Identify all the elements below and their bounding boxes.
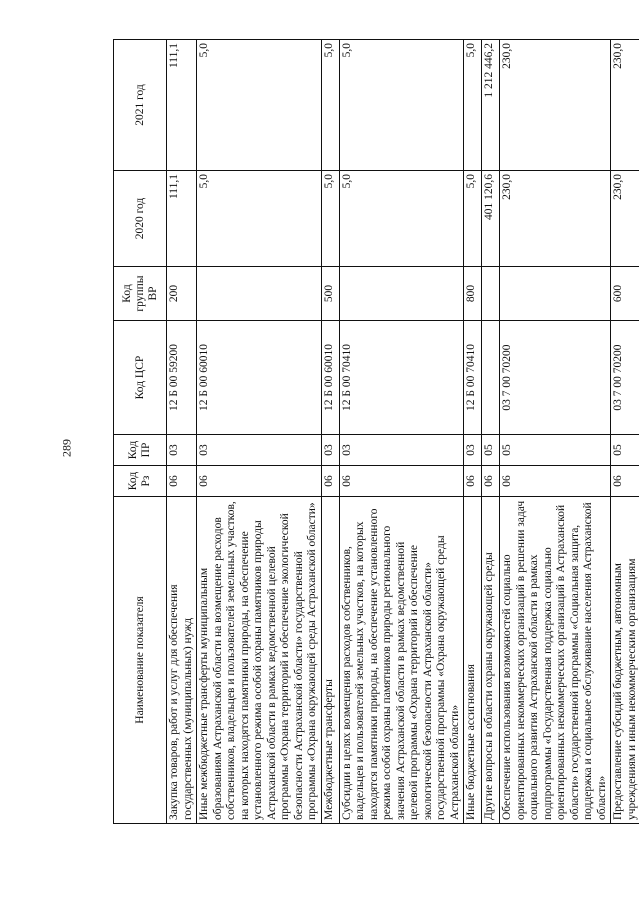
row-2020: 230,0 [611, 171, 639, 267]
table-row [464, 40, 482, 824]
row-name: Иные бюджетные ассигнования [464, 497, 482, 824]
row-2020: 5,0 [321, 171, 339, 267]
row-2021: 230,0 [611, 40, 639, 171]
table-row [500, 40, 611, 824]
row-2020: 5,0 [197, 171, 322, 267]
table-row [167, 40, 197, 824]
row-pr: 03 [464, 435, 482, 466]
row-2020: 111,1 [167, 171, 197, 267]
table-row [339, 40, 464, 824]
row-vr [482, 267, 500, 321]
row-rz: 06 [197, 466, 322, 497]
row-vr [197, 267, 322, 321]
row-pr: 05 [500, 435, 611, 466]
header-2020: 2020 год [114, 171, 167, 267]
header-rz: Код Рз [114, 466, 167, 497]
header-vr: Код группы ВР [114, 267, 167, 321]
row-vr [339, 267, 464, 321]
header-name: Наименование показателя [114, 497, 167, 824]
row-rz: 06 [321, 466, 339, 497]
row-name: Межбюджетные трансферты [321, 497, 339, 824]
row-name: Иные межбюджетные трансферты муниципальным образованиям Астраханской области на возмещение расходов собственников, владельцев и пользователей земельных участков, на которых находятся памятники природы, на обеспечение установленного режима особой охраны памятников природы Астраханской области в рамках ведомственной целевой программы «Охрана территорий и обеспечение экологической безопасности Астраханской области» государственной программы «Охрана окружающей среды Астраханской области» [197, 497, 322, 824]
table-row [482, 40, 500, 824]
rotated-table-area [113, 40, 638, 824]
row-2020: 5,0 [339, 171, 464, 267]
header-2021: 2021 год [114, 40, 167, 171]
row-csr: 12 Б 00 70410 [464, 321, 482, 435]
row-pr: 03 [197, 435, 322, 466]
row-rz: 06 [339, 466, 464, 497]
rotated-table-content [113, 40, 638, 824]
row-csr: 03 7 00 70200 [611, 321, 639, 435]
row-2020: 230,0 [500, 171, 611, 267]
row-pr: 05 [482, 435, 500, 466]
row-csr: 12 Б 00 60010 [321, 321, 339, 435]
row-pr: 03 [167, 435, 197, 466]
row-csr: 12 Б 00 60010 [197, 321, 322, 435]
row-2021: 5,0 [339, 40, 464, 171]
row-name: Другие вопросы в области охраны окружающей среды [482, 497, 500, 824]
table-header-row [114, 40, 167, 824]
row-name: Закупка товаров, работ и услуг для обеспечения государственных (муниципальных) нужд [167, 497, 197, 824]
row-csr: 03 7 00 70200 [500, 321, 611, 435]
row-rz: 06 [482, 466, 500, 497]
row-2021: 230,0 [500, 40, 611, 171]
row-pr: 03 [339, 435, 464, 466]
table-row [321, 40, 339, 824]
row-rz: 06 [167, 466, 197, 497]
row-csr: 12 Б 00 70410 [339, 321, 464, 435]
row-name: Обеспечение использования возможностей социально ориентированных некоммерческих организаций в решении задач социального развития Астраханской области в рамках подпрограммы «Государственная поддержка социально ориентированных некоммерческих организаций в Астраханской области» государственной программы «Социальная защита, поддержка и социальное обслуживание населения Астраханской области» [500, 497, 611, 824]
row-pr: 05 [611, 435, 639, 466]
table-row [611, 40, 639, 824]
row-2020: 5,0 [464, 171, 482, 267]
header-csr: Код ЦСР [114, 321, 167, 435]
header-pr: Код ПР [114, 435, 167, 466]
row-rz: 06 [500, 466, 611, 497]
row-2021: 1 212 446,2 [482, 40, 500, 171]
budget-table [113, 39, 639, 824]
row-vr: 800 [464, 267, 482, 321]
row-2021: 5,0 [464, 40, 482, 171]
row-2021: 5,0 [321, 40, 339, 171]
row-2021: 5,0 [197, 40, 322, 171]
row-csr: 12 Б 00 59200 [167, 321, 197, 435]
table-row [197, 40, 322, 824]
row-rz: 06 [611, 466, 639, 497]
row-2021: 111,1 [167, 40, 197, 171]
row-vr [500, 267, 611, 321]
row-pr: 03 [321, 435, 339, 466]
row-csr [482, 321, 500, 435]
row-name: Субсидии в целях возмещения расходов собственников, владельцев и пользователей земельных участков, на которых находятся памятники природы, на обеспечение установленного режима особой охраны памятников природы регионального значения Астраханской области в рамках ведомственной целевой программы «Охрана территорий и обеспечение экологической безопасности Астраханской области» государственной программы «Охрана окружающей среды Астраханской области» [339, 497, 464, 824]
row-rz: 06 [464, 466, 482, 497]
row-vr: 600 [611, 267, 639, 321]
row-name: Предоставление субсидий бюджетным, автономным учреждениям и иным некоммерческим организациям [611, 497, 639, 824]
row-2020: 401 120,6 [482, 171, 500, 267]
page-number: 289 [59, 439, 74, 457]
row-vr: 200 [167, 267, 197, 321]
row-vr: 500 [321, 267, 339, 321]
